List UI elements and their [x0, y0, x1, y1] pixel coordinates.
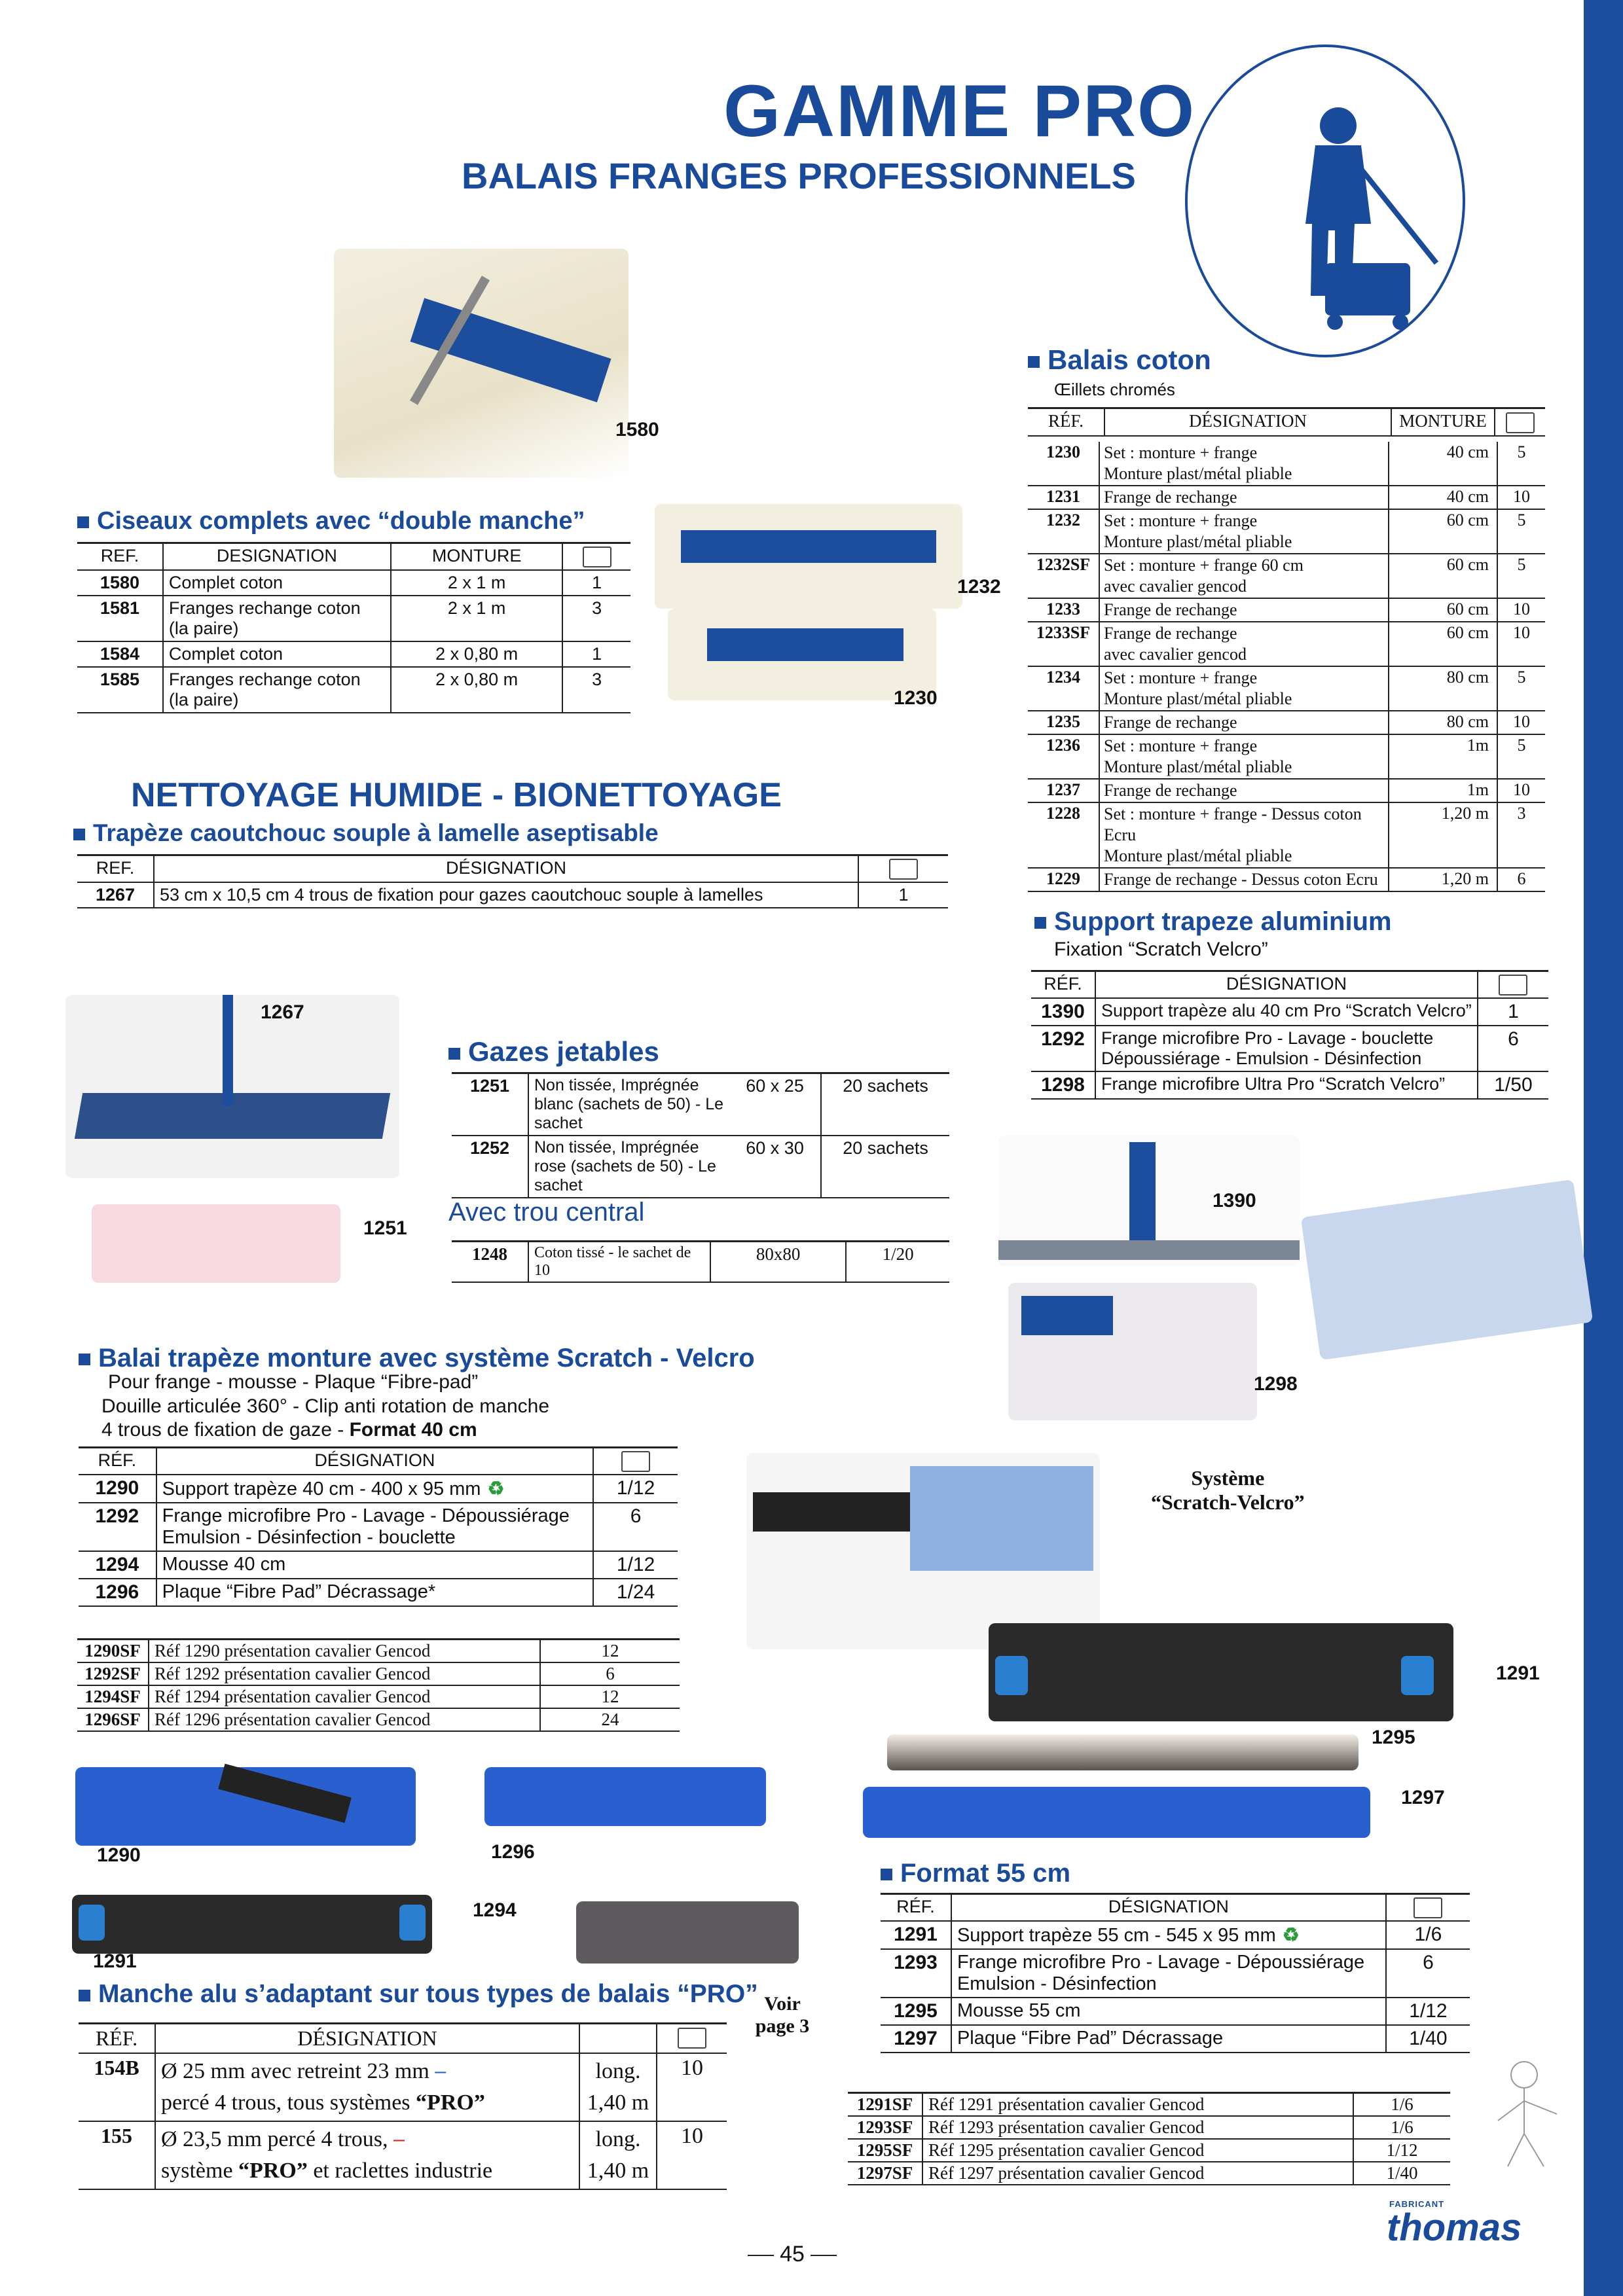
photo-label-1290: 1290	[97, 1844, 141, 1866]
photo-label-1297: 1297	[1401, 1787, 1445, 1808]
table-row: 1252 Non tissée, Imprégnée rose (sachets de 50) - Le sachet 60 x 30 20 sachets	[452, 1136, 949, 1198]
box-icon	[889, 859, 918, 880]
balai-trapeze-sf-table	[77, 1638, 680, 1732]
box-icon	[678, 2028, 706, 2049]
product-photo-1290	[75, 1767, 416, 1846]
table-row: 1297SF Réf 1297 présentation cavalier Gencod 1/40	[848, 2162, 1450, 2185]
table-row: 1291SF Réf 1291 présentation cavalier Gencod 1/6	[848, 2093, 1450, 2117]
gazes-trou-title: Avec trou central	[448, 1198, 645, 1227]
brand-logo: thomas	[1387, 2206, 1522, 2249]
photo-label-1291-large: 1291	[1496, 1662, 1540, 1684]
table-row: 1296 Plaque “Fibre Pad” Décrassage* 1/24	[79, 1579, 678, 1606]
table-row: 1390 Support trapèze alu 40 cm Pro “Scratch Velcro” 1	[1031, 998, 1548, 1026]
table-row: 1296SF Réf 1296 présentation cavalier Gencod 24	[77, 1708, 680, 1731]
table-row: 1585 Franges rechange coton (la paire) 2 x 0,80 m 3	[77, 667, 630, 713]
photo-label-1580: 1580	[615, 419, 659, 440]
support-alu-subtitle: Fixation “Scratch Velcro”	[1054, 939, 1268, 960]
product-photo-1267	[65, 995, 399, 1178]
ciseaux-table	[77, 542, 630, 713]
table-row: 1234 Set : monture + frange Monture plast/métal pliable 80 cm 5	[1028, 666, 1545, 711]
table-row: 155 Ø 23,5 mm percé 4 trous, ⎯ système “PRO” et raclettes industrie long. 1,40 m 10	[79, 2121, 727, 2189]
table-row: 1295SF Réf 1295 présentation cavalier Gencod 1/12	[848, 2139, 1450, 2162]
section-support-alu-title: Support trapeze aluminium	[1034, 907, 1392, 937]
photo-label-1230: 1230	[894, 687, 938, 709]
worker-circle	[1185, 45, 1465, 357]
balai-trapeze-sub1: Pour frange - mousse - Plaque “Fibre-pad”	[108, 1371, 479, 1393]
product-photo-1580	[334, 249, 629, 478]
brand-sub: FABRICANT	[1389, 2199, 1445, 2209]
voir-page-link[interactable]: Voir page 3	[755, 1993, 810, 2037]
table-row: 1232 Set : monture + frange Monture plast/métal pliable 60 cm 5	[1028, 509, 1545, 554]
worker-icon	[1188, 47, 1463, 355]
table-row: 1295 Mousse 55 cm 1/12	[881, 1998, 1470, 2025]
table-row: 1291 Support trapèze 55 cm - 545 x 95 mm ♻ 1/6	[881, 1921, 1470, 1949]
box-icon	[583, 547, 611, 567]
product-photo-1291-small	[72, 1895, 432, 1954]
table-row: 1584 Complet coton 2 x 0,80 m 1	[77, 641, 630, 667]
table-row: 1228 Set : monture + frange - Dessus coton Ecru Monture plast/métal pliable 1,20 m 3	[1028, 802, 1545, 868]
page-number: 45	[733, 2242, 851, 2267]
table-row: 1580 Complet coton 2 x 1 m 1	[77, 570, 630, 596]
balais-coton-rows	[1028, 442, 1545, 892]
table-row: 1290 Support trapèze 40 cm - 400 x 95 mm ♻ 1/12	[79, 1475, 678, 1503]
col-ref: REF.	[77, 543, 163, 570]
page-subtitle: BALAIS FRANGES PROFESSIONNELS	[462, 155, 1136, 196]
product-photo-1296	[484, 1767, 766, 1826]
section-gazes-title: Gazes jetables	[448, 1036, 659, 1067]
photo-label-1295: 1295	[1372, 1727, 1415, 1748]
balais-coton-table: RÉF. DÉSIGNATION MONTURE	[1028, 407, 1545, 437]
table-row: 1235 Frange de rechange 80 cm 10	[1028, 711, 1545, 734]
section-nettoyage-title: NETTOYAGE HUMIDE - BIONETTOYAGE	[131, 776, 782, 814]
table-row: 1230 Set : monture + frange Monture plast/métal pliable 40 cm 5	[1028, 442, 1545, 486]
table-row: 1248 Coton tissé - le sachet de 10 80x80 1/20	[452, 1242, 949, 1283]
support-alu-table: RÉF. DÉSIGNATION 1390 Support trapèze alu 40 cm Pro “Scratch Velcro” 1 1292 Frange microfibre Pro - Lavage - bouclette Dépoussiérage - Emulsion - Désinfection 6 1298 Frange microfibre Ultra Pro “Scratch Velcro” 1/50	[1031, 970, 1548, 1100]
recycle-icon: ♻	[1282, 1924, 1300, 1946]
table-row: 1292 Frange microfibre Pro - Lavage - bouclette Dépoussiérage - Emulsion - Désinfection 6	[1031, 1026, 1548, 1071]
photo-label-1291-small: 1291	[93, 1950, 137, 1972]
table-row: 1236 Set : monture + frange Monture plast/métal pliable 1m 5	[1028, 734, 1545, 779]
box-icon	[621, 1451, 650, 1472]
section-balai-trapeze-title: Balai trapèze monture avec système Scratch - Velcro	[79, 1344, 755, 1373]
box-icon	[1413, 1897, 1442, 1918]
balais-coton-subtitle: Œillets chromés	[1054, 380, 1175, 399]
section-trapeze-caoutchouc-title: Trapèze caoutchouc souple à lamelle aseptisable	[73, 819, 659, 847]
manche-table: RÉF. DÉSIGNATION 154B Ø 25 mm avec retreint 23 mm ⎯ percé 4 trous, tous systèmes “PRO” long. 1,40 m 10 155 Ø 23,5 mm percé 4 trous, ⎯ système “PRO” et raclettes industrie long. 1,40 m 10	[79, 2022, 727, 2190]
col-designation: DESIGNATION	[163, 543, 391, 570]
trapeze-caoutchouc-table: REF. DÉSIGNATION 1267 53 cm x 10,5 cm 4 trous de fixation pour gazes caoutchouc souple à lamelles 1	[77, 854, 948, 908]
table-row: 1267 53 cm x 10,5 cm 4 trous de fixation pour gazes caoutchouc souple à lamelles 1	[77, 882, 948, 908]
product-photo-scratch-system	[746, 1453, 1100, 1649]
product-photo-1251	[92, 1204, 340, 1283]
product-photo-1232	[655, 504, 962, 609]
blue-handle-icon: ⎯	[435, 2059, 447, 2083]
format55-table: RÉF. DÉSIGNATION 1291 Support trapèze 55 cm - 545 x 95 mm ♻ 1/6 1293 Frange microfibre Pro - Lavage - Dépoussiérage Emulsion - Désinfection 6 1295 Mousse 55 cm 1/12 1297 Plaque “Fibre Pad” Décrassage 1/40	[881, 1893, 1470, 2053]
photo-label-1296: 1296	[491, 1841, 535, 1863]
photo-label-1298: 1298	[1254, 1373, 1298, 1395]
recycle-icon: ♻	[487, 1478, 505, 1499]
product-photo-1298	[1008, 1283, 1257, 1420]
table-row: 1237 Frange de rechange 1m 10	[1028, 779, 1545, 802]
table-row: 1251 Non tissée, Imprégnée blanc (sachets de 50) - Le sachet 60 x 25 20 sachets	[452, 1073, 949, 1136]
photo-label-1232: 1232	[957, 576, 1001, 598]
right-color-bar	[1584, 0, 1623, 2296]
red-handle-icon: ⎯	[393, 2127, 405, 2151]
section-format55-title: Format 55 cm	[881, 1859, 1070, 1888]
table-row: 1293 Frange microfibre Pro - Lavage - Dépoussiérage Emulsion - Désinfection 6	[881, 1949, 1470, 1998]
box-icon	[1506, 412, 1535, 433]
gazes-table	[452, 1072, 949, 1198]
scratch-velcro-caption: Système “Scratch-Velcro”	[1151, 1466, 1305, 1514]
format55-sf-table	[848, 2092, 1450, 2185]
table-row: 1229 Frange de rechange - Dessus coton Ecru 1,20 m 6	[1028, 868, 1545, 891]
photo-label-1294: 1294	[473, 1899, 517, 1921]
mascot-drawing	[1472, 2055, 1577, 2173]
table-row: 1231 Frange de rechange 40 cm 10	[1028, 486, 1545, 509]
page-title: GAMME PRO	[723, 70, 1196, 152]
photo-label-1390: 1390	[1213, 1190, 1256, 1211]
table-row: 1292SF Réf 1292 présentation cavalier Gencod 6	[77, 1662, 680, 1685]
photo-label-1267: 1267	[261, 1001, 304, 1023]
col-qty	[562, 543, 630, 570]
table-row: 1292 Frange microfibre Pro - Lavage - Dépoussiérage Emulsion - Désinfection - bouclette 6	[79, 1503, 678, 1551]
product-photo-1297	[863, 1787, 1370, 1838]
section-balais-coton-title: Balais coton	[1028, 344, 1211, 376]
photo-label-1251: 1251	[363, 1217, 407, 1239]
gazes-trou-table	[452, 1240, 949, 1283]
table-row: 1232SF Set : monture + frange 60 cm avec cavalier gencod 60 cm 5	[1028, 554, 1545, 598]
product-photo-1390-fringe	[1301, 1179, 1594, 1360]
table-row: 1298 Frange microfibre Ultra Pro “Scratch Velcro” 1/50	[1031, 1071, 1548, 1099]
table-row: 1581 Franges rechange coton (la paire) 2 x 1 m 3	[77, 596, 630, 641]
balai-trapeze-table: RÉF. DÉSIGNATION 1290 Support trapèze 40 cm - 400 x 95 mm ♻ 1/12 1292 Frange microfibre Pro - Lavage - Dépoussiérage Emulsion - Désinfection - bouclette 6 1294 Mousse 40 cm 1/12 1296 Plaque “Fibre Pad” Décrassage* 1/24	[79, 1446, 678, 1607]
product-photo-1291-large	[989, 1623, 1453, 1721]
table-row: 1290SF Réf 1290 présentation cavalier Gencod 12	[77, 1640, 680, 1663]
table-row: 1297 Plaque “Fibre Pad” Décrassage 1/40	[881, 2025, 1470, 2053]
section-ciseaux-title: Ciseaux complets avec “double manche”	[77, 507, 585, 535]
product-photo-1230	[668, 609, 936, 700]
table-row: 1294 Mousse 40 cm 1/12	[79, 1551, 678, 1579]
balai-trapeze-sub2: Douille articulée 360° - Clip anti rotation de manche	[101, 1395, 550, 1417]
table-row: 1233SF Frange de rechange avec cavalier gencod 60 cm 10	[1028, 622, 1545, 666]
table-row: 1293SF Réf 1293 présentation cavalier Gencod 1/6	[848, 2116, 1450, 2139]
box-icon	[1499, 975, 1527, 996]
table-row: 154B Ø 25 mm avec retreint 23 mm ⎯ percé 4 trous, tous systèmes “PRO” long. 1,40 m 10	[79, 2053, 727, 2121]
balai-trapeze-sub3: 4 trous de fixation de gaze - Format 40 cm	[101, 1419, 477, 1441]
table-row: 1233 Frange de rechange 60 cm 10	[1028, 598, 1545, 622]
product-photo-1294	[576, 1901, 799, 1964]
product-photo-1295	[887, 1734, 1359, 1770]
table-row: 1294SF Réf 1294 présentation cavalier Gencod 12	[77, 1685, 680, 1708]
section-manche-title: Manche alu s’adaptant sur tous types de balais “PRO”	[79, 1980, 758, 2009]
col-monture: MONTURE	[391, 543, 562, 570]
